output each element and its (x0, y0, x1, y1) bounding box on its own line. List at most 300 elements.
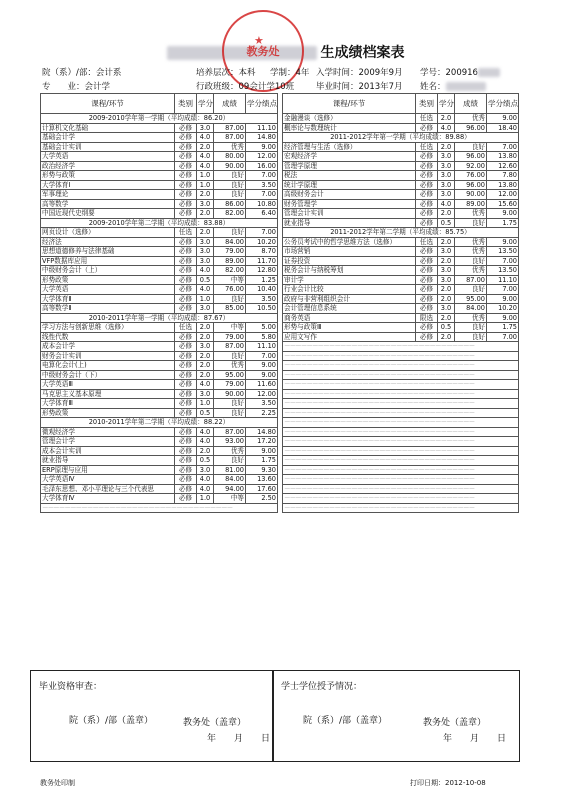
empty-row-line: －－－－－－－－－－－－－－－－－－－－－－－－－－－－－－－－－－ (283, 484, 519, 494)
empty-row (283, 399, 519, 409)
course-type: 必修 (175, 152, 197, 162)
course-type: 必修 (175, 389, 197, 399)
course-type: 必修 (175, 342, 197, 352)
course-name: 大学英语Ⅲ (41, 380, 175, 390)
empty-row-line: －－－－－－－－－－－－－－－－－－－－－－－－－－－－－－－－－－ (283, 370, 519, 380)
course-score: 良好 (455, 323, 487, 333)
grade-row (41, 199, 278, 209)
course-credit: 3.0 (197, 389, 214, 399)
course-type: 必修 (416, 199, 438, 209)
grade-row (41, 161, 278, 171)
course-type: 必修 (175, 437, 197, 447)
empty-row-line: －－－－－－－－－－－－－－－－－－－－－－－－－－－－－－－－－－ (283, 408, 519, 418)
course-credit: 2.0 (438, 209, 455, 219)
grade-row (41, 494, 278, 504)
course-score: 中等 (214, 323, 246, 333)
grade-row (41, 484, 278, 494)
empty-row (283, 389, 519, 399)
course-credit: 3.0 (197, 247, 214, 257)
course-type: 必修 (175, 361, 197, 371)
dept-seal-label: 院（系）/部（盖章） (69, 716, 154, 726)
course-type: 必修 (175, 351, 197, 361)
course-credit: 3.0 (438, 171, 455, 181)
course-type: 必修 (175, 427, 197, 437)
course-score: 良好 (214, 294, 246, 304)
right-header-row (283, 94, 519, 114)
course-type: 任选 (175, 323, 197, 333)
course-points: 12.80 (246, 266, 278, 276)
course-name: 军事理论 (41, 190, 175, 200)
empty-row (283, 427, 519, 437)
course-points: 11.10 (246, 342, 278, 352)
level-label: 培养层次：本科 (196, 68, 256, 78)
course-credit: 2.0 (438, 285, 455, 295)
course-score: 中等 (214, 275, 246, 285)
grade-row (283, 161, 519, 171)
course-points: 12.00 (487, 190, 519, 200)
grade-row (41, 180, 278, 190)
course-name: 微观经济学 (41, 427, 175, 437)
course-points: 5.80 (246, 332, 278, 342)
course-score: 86.00 (214, 199, 246, 209)
empty-row (283, 418, 519, 428)
empty-row (283, 408, 519, 418)
course-name: 大学体育Ⅳ (41, 494, 175, 504)
course-points: 1.75 (487, 218, 519, 228)
course-score: 84.00 (214, 237, 246, 247)
course-type: 必修 (175, 408, 197, 418)
course-score: 87.00 (455, 275, 487, 285)
dept-label: 院（系）/部：会计系 (42, 68, 122, 78)
course-score: 良好 (214, 456, 246, 466)
course-credit: 1.0 (197, 180, 214, 190)
semester-label: 2009-2010学年第一学期（平均成绩：86.20） (41, 114, 278, 124)
graduation-review-box (30, 670, 274, 762)
course-type: 任选 (416, 237, 438, 247)
grade-row (283, 294, 519, 304)
grade-row (283, 304, 519, 314)
course-credit: 3.0 (438, 275, 455, 285)
course-name: 形势政策 (41, 275, 175, 285)
course-credit: 2.0 (438, 237, 455, 247)
course-type: 必修 (416, 152, 438, 162)
course-credit: 0.5 (197, 408, 214, 418)
course-name: 商务英语 (283, 313, 416, 323)
seal-star-icon: ★ (254, 34, 264, 47)
left-grades-table (40, 93, 278, 513)
course-credit: 2.0 (438, 332, 455, 342)
course-type: 必修 (175, 275, 197, 285)
course-points: 6.40 (246, 209, 278, 219)
course-score: 82.00 (214, 266, 246, 276)
course-score: 优秀 (455, 209, 487, 219)
grade-row (41, 427, 278, 437)
course-score: 76.00 (455, 171, 487, 181)
col-credit: 学分 (438, 94, 455, 114)
course-type: 必修 (416, 161, 438, 171)
course-credit: 4.0 (197, 133, 214, 143)
course-name: 毛泽东思想、邓小平理论与三个代表思 (41, 484, 175, 494)
course-points: 10.20 (487, 304, 519, 314)
course-score: 79.00 (214, 380, 246, 390)
semester-label: 2009-2010学年第二学期（平均成绩：83.88） (41, 218, 278, 228)
course-name: 政府与非营利组织会计 (283, 294, 416, 304)
course-name: 形势政策 (41, 408, 175, 418)
course-name: 高等数学 (41, 199, 175, 209)
empty-row (283, 361, 519, 371)
col-score: 成绩 (214, 94, 246, 114)
grade-row (41, 437, 278, 447)
grade-row (283, 190, 519, 200)
course-name: 大学体育Ⅰ (41, 180, 175, 190)
course-credit: 1.0 (197, 294, 214, 304)
course-name: 大学体育Ⅱ (41, 294, 175, 304)
course-name: 电算化会计(上) (41, 361, 175, 371)
course-credit: 3.0 (197, 342, 214, 352)
course-score: 96.00 (455, 180, 487, 190)
course-name: 应用文写作 (283, 332, 416, 342)
grade-row (283, 142, 519, 152)
grade-row (283, 266, 519, 276)
grade-row (41, 228, 278, 238)
grade-row (41, 456, 278, 466)
redacted-id (478, 68, 500, 77)
empty-row (283, 437, 519, 447)
course-type: 必修 (175, 247, 197, 257)
course-type: 必修 (416, 275, 438, 285)
course-name: 计算机文化基础 (41, 123, 175, 133)
course-score: 95.00 (455, 294, 487, 304)
grade-row (41, 332, 278, 342)
course-points: 7.00 (487, 256, 519, 266)
course-name: 中级财务会计（上） (41, 266, 175, 276)
grade-row (283, 313, 519, 323)
course-type: 必修 (175, 285, 197, 295)
course-type: 必修 (416, 304, 438, 314)
course-name: 管理学原理 (283, 161, 416, 171)
course-points: 7.00 (246, 171, 278, 181)
course-name: 马克思主义基本原理 (41, 389, 175, 399)
course-points: 17.20 (246, 437, 278, 447)
course-type: 任选 (416, 114, 438, 124)
course-points: 7.00 (487, 285, 519, 295)
course-score: 优秀 (455, 266, 487, 276)
student-id-label: 学号：200916 (420, 66, 500, 78)
course-credit: 3.0 (438, 152, 455, 162)
grade-row (41, 171, 278, 181)
course-credit: 0.5 (197, 275, 214, 285)
course-score: 76.00 (214, 285, 246, 295)
course-name: ERP原理与应用 (41, 465, 175, 475)
course-points: 8.70 (246, 247, 278, 257)
course-name: 大学英语Ⅳ (41, 475, 175, 485)
course-score: 81.00 (214, 465, 246, 475)
course-points: 7.00 (487, 142, 519, 152)
course-points: 18.40 (487, 123, 519, 133)
grade-row (41, 323, 278, 333)
dept-seal-label: 院（系）/部（盖章） (303, 716, 388, 726)
course-points: 13.80 (487, 152, 519, 162)
course-type: 限选 (416, 313, 438, 323)
grade-row (41, 380, 278, 390)
title-text: 生成绩档案表 (320, 45, 405, 61)
course-score: 中等 (214, 494, 246, 504)
course-name: 大学英语 (41, 152, 175, 162)
course-score: 良好 (214, 351, 246, 361)
course-name: 就业指导 (283, 218, 416, 228)
length-label: 学制：4年 (270, 68, 310, 78)
course-points: 1.25 (246, 275, 278, 285)
course-points: 5.00 (246, 323, 278, 333)
course-credit: 2.0 (197, 228, 214, 238)
course-score: 良好 (214, 171, 246, 181)
course-credit: 1.0 (197, 171, 214, 181)
course-points: 9.00 (487, 114, 519, 124)
course-points: 9.00 (487, 209, 519, 219)
col-points: 学分绩点 (487, 94, 519, 114)
course-credit: 3.0 (438, 180, 455, 190)
course-credit: 2.0 (197, 446, 214, 456)
col-type: 类别 (416, 94, 438, 114)
course-points: 7.80 (487, 171, 519, 181)
course-credit: 3.0 (197, 256, 214, 266)
course-score: 良好 (455, 285, 487, 295)
empty-row-line: －－－－－－－－－－－－－－－－－－－－－－－－－－－－－－－－－－ (283, 361, 519, 371)
course-score: 79.00 (214, 332, 246, 342)
course-type: 必修 (175, 199, 197, 209)
course-credit: 2.0 (438, 313, 455, 323)
course-name: 金融漫谈（选修） (283, 114, 416, 124)
course-points: 15.60 (487, 199, 519, 209)
grade-row (41, 465, 278, 475)
course-points: 14.80 (246, 133, 278, 143)
course-points: 11.60 (246, 380, 278, 390)
col-course: 课程/环节 (41, 94, 175, 114)
course-name: 中级财务会计（下） (41, 370, 175, 380)
course-points: 1.75 (487, 323, 519, 333)
course-score: 87.00 (214, 133, 246, 143)
course-type: 必修 (175, 465, 197, 475)
course-points: 9.30 (246, 465, 278, 475)
course-credit: 3.0 (197, 465, 214, 475)
course-type: 必修 (175, 456, 197, 466)
course-credit: 3.0 (197, 237, 214, 247)
grade-row (283, 256, 519, 266)
course-name: VFP数据库应用 (41, 256, 175, 266)
course-score: 90.00 (214, 389, 246, 399)
course-type: 必修 (175, 142, 197, 152)
empty-row-line: －－－－－－－－－－－－－－－－－－－－－－－－－－－－－－－－－－ (283, 427, 519, 437)
grade-row (283, 199, 519, 209)
office-seal-label: 教务处（盖章） (183, 718, 247, 728)
course-type: 任选 (416, 142, 438, 152)
empty-row-line: －－－－－－－－－－－－－－－－－－－－－－－－－－－－－－－－－－ (283, 503, 519, 513)
course-name: 行业会计比较 (283, 285, 416, 295)
grade-row (41, 256, 278, 266)
course-score: 良好 (455, 218, 487, 228)
course-type: 必修 (175, 332, 197, 342)
course-type: 必修 (175, 209, 197, 219)
grade-row (283, 114, 519, 124)
course-points: 16.00 (246, 161, 278, 171)
empty-row-line: －－－－－－－－－－－－－－－－－－－－－－－－－－－－－－－－－－ (283, 389, 519, 399)
course-credit: 0.5 (438, 323, 455, 333)
course-score: 96.00 (455, 123, 487, 133)
course-name: 基础会计学 (41, 133, 175, 143)
course-credit: 2.0 (197, 370, 214, 380)
empty-row (283, 370, 519, 380)
course-credit: 4.0 (197, 161, 214, 171)
grade-row (283, 123, 519, 133)
semester-header-row (41, 218, 278, 228)
course-type: 必修 (175, 256, 197, 266)
semester-header-row (41, 418, 278, 428)
empty-row (283, 475, 519, 485)
course-type: 必修 (416, 332, 438, 342)
grade-row (283, 152, 519, 162)
course-type: 必修 (175, 266, 197, 276)
course-type: 必修 (416, 285, 438, 295)
course-points: 10.50 (246, 304, 278, 314)
grade-row (41, 209, 278, 219)
grade-row (41, 152, 278, 162)
course-type: 必修 (416, 247, 438, 257)
course-name: 概率论与数理统计 (283, 123, 416, 133)
course-score: 优秀 (455, 247, 487, 257)
grade-row (283, 285, 519, 295)
course-name: 形势与政策 (41, 171, 175, 181)
course-name: 高级财务会计 (283, 190, 416, 200)
course-credit: 3.0 (197, 123, 214, 133)
course-name: 经济管理与生活（选修） (283, 142, 416, 152)
semester-label: 2011-2012学年第一学期（平均成绩：89.88） (283, 133, 519, 143)
grade-row (283, 247, 519, 257)
course-points: 3.50 (246, 399, 278, 409)
course-name: 中国近现代史纲要 (41, 209, 175, 219)
course-credit: 2.0 (438, 294, 455, 304)
course-name: 形势与政策Ⅲ (283, 323, 416, 333)
course-credit: 3.0 (438, 266, 455, 276)
course-type: 必修 (175, 180, 197, 190)
course-type: 必修 (416, 266, 438, 276)
course-name: 财务管理学 (283, 199, 416, 209)
course-points: 9.00 (246, 361, 278, 371)
course-points: 9.00 (487, 294, 519, 304)
course-points: 9.00 (246, 446, 278, 456)
semester-header-row (41, 313, 278, 323)
course-points: 7.00 (246, 351, 278, 361)
office-seal-label: 教务处（盖章） (423, 718, 487, 728)
course-score: 优秀 (455, 237, 487, 247)
course-points: 13.50 (487, 266, 519, 276)
grade-row (41, 275, 278, 285)
course-score: 89.00 (214, 256, 246, 266)
course-name: 成本会计实训 (41, 446, 175, 456)
empty-row (283, 380, 519, 390)
course-points: 3.50 (246, 180, 278, 190)
course-credit: 3.0 (438, 190, 455, 200)
course-credit: 2.0 (438, 256, 455, 266)
grade-row (41, 342, 278, 352)
grade-row (41, 399, 278, 409)
course-score: 89.00 (455, 199, 487, 209)
grade-row (283, 218, 519, 228)
major-label: 专 业：会计学 (42, 82, 111, 92)
course-type: 必修 (175, 133, 197, 143)
course-name: 大学体育Ⅲ (41, 399, 175, 409)
course-points: 9.00 (487, 313, 519, 323)
course-points: 9.00 (487, 237, 519, 247)
course-points: 11.70 (246, 256, 278, 266)
degree-status-box (272, 670, 520, 762)
course-type: 必修 (175, 399, 197, 409)
course-type: 必修 (175, 446, 197, 456)
course-credit: 4.0 (197, 152, 214, 162)
right-grades-table (282, 93, 519, 513)
course-name: 高等数学Ⅱ (41, 304, 175, 314)
grad-review-label: 毕业资格审查： (39, 682, 103, 692)
course-credit: 1.0 (197, 494, 214, 504)
course-type: 必修 (175, 475, 197, 485)
empty-row (283, 342, 519, 352)
grade-row (283, 171, 519, 181)
course-name: 会计管理信息系统 (283, 304, 416, 314)
course-name: 就业指导 (41, 456, 175, 466)
course-name: 统计学原理 (283, 180, 416, 190)
course-name: 财务会计实训 (41, 351, 175, 361)
course-points: 10.80 (246, 199, 278, 209)
student-name-label: 姓名： (420, 80, 486, 92)
course-type: 必修 (175, 171, 197, 181)
course-points: 11.10 (487, 275, 519, 285)
course-name: 公务员考试中的哲学思维方法（选修） (283, 237, 416, 247)
grade-row (41, 351, 278, 361)
course-score: 85.00 (214, 304, 246, 314)
course-name: 管理会计实训 (283, 209, 416, 219)
course-score: 良好 (455, 142, 487, 152)
course-score: 良好 (214, 408, 246, 418)
course-type: 必修 (175, 294, 197, 304)
course-name: 思想道德修养与法律基础 (41, 247, 175, 257)
course-score: 87.00 (214, 342, 246, 352)
course-type: 必修 (175, 190, 197, 200)
course-type: 必修 (416, 171, 438, 181)
course-points: 12.00 (246, 152, 278, 162)
grade-row (41, 237, 278, 247)
course-score: 良好 (455, 256, 487, 266)
course-score: 87.00 (214, 123, 246, 133)
course-points: 3.50 (246, 294, 278, 304)
course-name: 税法 (283, 171, 416, 181)
empty-row-line: －－－－－－－－－－－－－－－－－－－－－－－－－－－－－－－－－－ (283, 418, 519, 428)
course-points: 14.80 (246, 427, 278, 437)
course-type: 必修 (175, 380, 197, 390)
semester-label: 2010-2011学年第二学期（平均成绩：88.22） (41, 418, 278, 428)
course-name: 学习方法与创新思维（选修） (41, 323, 175, 333)
grade-row (41, 190, 278, 200)
course-score: 良好 (455, 332, 487, 342)
date-line: 年 月 日 (443, 734, 507, 744)
course-name: 证券投资 (283, 256, 416, 266)
empty-row (283, 494, 519, 504)
course-score: 94.00 (214, 484, 246, 494)
course-credit: 4.0 (197, 437, 214, 447)
course-type: 必修 (416, 218, 438, 228)
course-score: 良好 (214, 190, 246, 200)
empty-row (283, 484, 519, 494)
course-credit: 2.0 (197, 142, 214, 152)
seal-text: 教务处 (246, 45, 280, 58)
